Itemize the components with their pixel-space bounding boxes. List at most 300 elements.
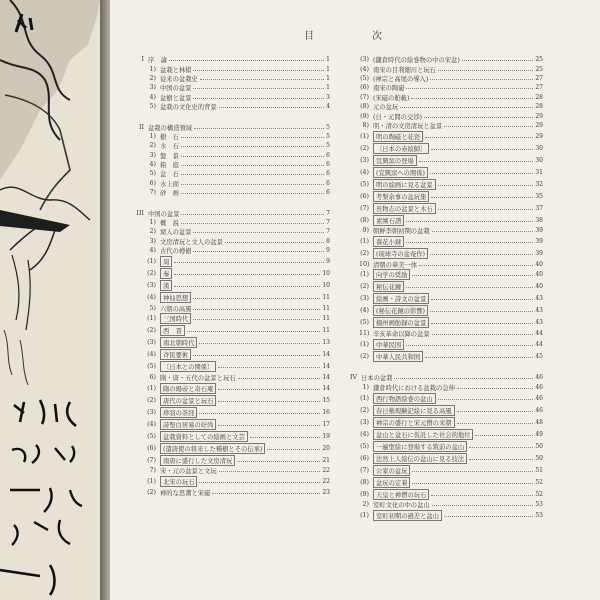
toc-entry-page: 6 <box>326 189 330 197</box>
toc-entry <box>339 121 543 130</box>
toc-entry-label: 古代の樽樹 <box>160 248 192 256</box>
toc-entry <box>126 74 330 83</box>
toc-entry-number: 10) <box>359 260 370 268</box>
toc-entry-label: 養花小録 <box>373 236 404 247</box>
toc-entry-number: (8) <box>360 478 369 486</box>
toc-entry-number: 7) <box>149 189 156 197</box>
toc-leader-dots <box>193 298 320 299</box>
toc-entry-number: (1) <box>147 315 156 323</box>
toc-entry-label: 序 論 <box>148 57 167 65</box>
toc-entry <box>126 208 330 217</box>
toc-entry-label: (日・元間の交渉) <box>373 113 422 121</box>
toc-entry <box>339 317 543 329</box>
toc-entry-label: 中華人民共和国 <box>373 351 423 362</box>
toc-entry-page: 3 <box>326 93 330 101</box>
toc-entry <box>339 74 543 83</box>
toc-entry-label: 〔日本との関係〕 <box>160 361 216 372</box>
toc-entry-label: 詩聖白居易の好尚 <box>160 419 216 430</box>
toc-entry-page: 1 <box>326 74 330 82</box>
toc-entry-page: 9 <box>326 257 330 265</box>
toc-entry-number: (1) <box>360 511 369 519</box>
toc-entry <box>126 454 330 466</box>
ink-drawing-icon <box>0 0 106 600</box>
toc-entry-number: (9) <box>360 490 369 498</box>
toc-entry-number: (4) <box>360 430 369 438</box>
toc-entry <box>126 406 330 418</box>
toc-entry-number: (8) <box>360 103 369 111</box>
toc-entry-label: 砂 画 <box>160 190 179 198</box>
toc-left-column <box>126 55 330 497</box>
toc-entry-number: 2) <box>149 228 156 236</box>
toc-entry-page: 27 <box>535 74 543 82</box>
toc-entry-page: 50 <box>535 442 543 450</box>
toc-entry <box>126 169 330 178</box>
toc-entry-page: 20 <box>322 444 330 452</box>
toc-entry-number: (1) <box>360 132 369 140</box>
toc-entry-number: 7) <box>149 467 156 475</box>
toc-entry-label: 北宋の玩石 <box>160 476 197 487</box>
toc-entry-number: 8) <box>362 121 369 129</box>
toc-entry <box>339 190 543 202</box>
toc-entry-label: 〔日本の赤絵師〕 <box>373 143 429 154</box>
toc-entry-page: 19 <box>322 432 330 440</box>
toc-entry <box>339 416 543 428</box>
toc-entry-page: 51 <box>535 466 543 474</box>
toc-entry <box>339 142 543 154</box>
toc-entry-number: 9) <box>362 227 369 235</box>
toc-leader-dots <box>424 117 533 118</box>
toc-entry-page: 49 <box>535 430 543 438</box>
toc-entry-page: 1 <box>326 84 330 92</box>
toc-entry-label: (禅宗と高尾の導入) <box>373 75 429 83</box>
toc-entry-label: 宣興窯の登場 <box>373 155 417 166</box>
toc-entry-page: 43 <box>535 307 543 315</box>
toc-entry-page: 38 <box>535 216 543 224</box>
toc-entry-label: 隋の煬帝と奇石庵 <box>160 383 216 394</box>
toc-entry <box>339 293 543 305</box>
toc-entry-label: 隋・唐・五代の盆景と玩石 <box>160 375 236 382</box>
toc-leader-dots <box>444 516 533 517</box>
toc-leader-dots <box>469 447 533 448</box>
toc-entry <box>339 404 543 416</box>
toc-entry-number: 1) <box>149 132 156 140</box>
toc-leader-dots <box>199 413 320 414</box>
toc-entry-label: (宜興窯への関係) <box>373 167 428 178</box>
toc-entry-number: 4) <box>149 93 156 101</box>
left-page-illustration <box>0 0 106 600</box>
toc-entry-number: (6) <box>147 444 156 452</box>
toc-entry-page: 46 <box>535 383 543 391</box>
toc-entry <box>339 154 543 166</box>
toc-entry <box>126 337 330 349</box>
toc-leader-dots <box>193 232 324 233</box>
toc-leader-dots <box>219 471 321 472</box>
toc-entry-number: (5) <box>360 442 369 450</box>
toc-entry <box>126 246 330 255</box>
toc-entry <box>339 55 543 64</box>
toc-entry-page: 53 <box>535 511 543 519</box>
toc-entry-number: (5) <box>360 319 369 327</box>
toc-entry-number: (2) <box>360 406 369 414</box>
toc-entry-label: 盆 石 <box>160 171 179 179</box>
toc-leader-dots <box>457 388 534 389</box>
toc-entry-label: 文房清玩と文人の盆景 <box>160 238 223 246</box>
toc-entry-page: 17 <box>322 420 330 428</box>
toc-entry-number: (7) <box>147 456 156 464</box>
toc-entry-page: 48 <box>535 418 543 426</box>
toc-leader-dots <box>430 254 533 255</box>
toc-entry-label: 明・清の文房清玩と盆景 <box>373 122 443 130</box>
toc-entry <box>126 237 330 246</box>
toc-leader-dots <box>462 60 534 61</box>
toc-entry-label: (琉球寺の盆奄作) <box>373 248 428 259</box>
toc-entry-number: 2) <box>149 74 156 82</box>
toc-entry-label: 辛亥革命以降の盆景 <box>373 331 430 339</box>
toc-leader-dots <box>419 161 534 162</box>
toc-entry-label: 清朝の華美一体 <box>373 261 418 269</box>
toc-entry <box>339 509 543 521</box>
toc-entry-number: (8) <box>360 216 369 224</box>
toc-entry <box>339 248 543 260</box>
toc-entry <box>126 188 330 197</box>
toc-leader-dots <box>200 79 324 80</box>
toc-entry <box>126 279 330 291</box>
toc-entry-label: 明の陶磁と花瓷 <box>373 131 423 142</box>
toc-entry-label: 天皇と禅僧の玩石 <box>373 489 429 500</box>
toc-leader-dots <box>411 98 533 99</box>
toc-leader-dots <box>475 435 533 436</box>
toc-entry-page: 7 <box>326 219 330 227</box>
toc-entry-page: 35 <box>535 192 543 200</box>
page-title: 目 次 <box>304 31 406 42</box>
toc-entry-page: 14 <box>322 384 330 392</box>
toc-entry <box>126 361 330 373</box>
toc-entry-page: 29 <box>535 121 543 129</box>
toc-leader-dots <box>431 495 533 496</box>
toc-entry <box>126 93 330 102</box>
toc-entry <box>126 160 330 169</box>
toc-entry-label: 向学の奨励 <box>373 269 410 280</box>
toc-leader-dots <box>181 223 324 224</box>
toc-entry-label: 水上面 <box>160 180 179 188</box>
toc-entry <box>126 267 330 279</box>
toc-entry-number: (6) <box>360 454 369 462</box>
toc-leader-dots <box>193 88 324 89</box>
toc-leader-dots <box>406 242 533 243</box>
toc-leader-dots <box>431 197 533 198</box>
toc-entry-label: 盆山と盆石に仮託した社会的地位 <box>373 429 473 440</box>
toc-entry-label: 水 石 <box>160 143 179 151</box>
toc-entry-label: 揚州画舫録の盆景 <box>373 317 429 328</box>
toc-entry-number: 4) <box>149 247 156 255</box>
toc-entry-label: 箱 庭 <box>160 162 179 170</box>
toc-entry-page: 5 <box>326 132 330 140</box>
toc-leader-dots <box>430 311 533 312</box>
toc-leader-dots <box>218 389 320 390</box>
toc-entry-label: 概 説 <box>160 220 179 228</box>
toc-entry-number: (2) <box>147 269 156 277</box>
toc-entry-number: (7) <box>360 93 369 101</box>
toc-entry-label: 周 <box>160 256 172 267</box>
toc-entry <box>126 382 330 394</box>
toc-entry <box>126 132 330 141</box>
toc-entry-page: 40 <box>535 283 543 291</box>
toc-entry-page: 39 <box>535 238 543 246</box>
toc-entry-page: 4 <box>326 103 330 111</box>
toc-leader-dots <box>400 107 533 108</box>
toc-entry-page: 28 <box>535 103 543 111</box>
toc-entry-page: 52 <box>535 490 543 498</box>
toc-entry-number: 1) <box>149 219 156 227</box>
toc-entry-number: (4) <box>147 420 156 428</box>
toc-entry-label: 神仙思想 <box>160 292 191 303</box>
toc-leader-dots <box>193 70 324 71</box>
toc-entry-number: 1) <box>362 383 369 391</box>
toc-entry <box>126 179 330 188</box>
toc-entry-number: 4) <box>149 161 156 169</box>
toc-entry <box>339 269 543 281</box>
toc-leader-dots <box>181 174 324 175</box>
toc-entry-number: (4) <box>147 351 156 359</box>
toc-entry-number: II <box>139 123 144 131</box>
toc-leader-dots <box>425 137 533 138</box>
toc-entry-number: I <box>141 56 144 64</box>
toc-entry-page: 53 <box>535 501 543 509</box>
toc-entry-label: 南唐に盛行した文房清玩 <box>160 455 235 466</box>
toc-entry-page: 9 <box>326 247 330 255</box>
toc-entry-page: 29 <box>535 112 543 120</box>
toc-leader-dots <box>431 323 533 324</box>
toc-entry-label: 斉民要術 <box>160 349 191 360</box>
toc-entry-label: 中国の盆景 <box>148 210 180 218</box>
toc-entry <box>339 305 543 317</box>
toc-entry-number: 5) <box>149 103 156 111</box>
toc-leader-dots <box>181 137 324 138</box>
toc-leader-dots <box>430 79 533 80</box>
toc-entry <box>126 313 330 325</box>
toc-leader-dots <box>199 343 320 344</box>
toc-entry-page: 6 <box>326 151 330 159</box>
toc-entry-page: 28 <box>535 93 543 101</box>
toc-entry-label: 従来の盆栽史 <box>160 75 198 83</box>
toc-entry-page: 43 <box>535 295 543 303</box>
toc-entry-label: 春日権現験記絵に見る高風 <box>373 405 455 416</box>
toc-entry-page: 11 <box>322 293 330 301</box>
toc-entry-page: 14 <box>322 351 330 359</box>
toc-entry-number: (3) <box>147 408 156 416</box>
toc-entry <box>126 466 330 475</box>
toc-entry <box>339 383 543 392</box>
toc-entry-page: 23 <box>322 488 330 496</box>
toc-entry <box>126 55 330 64</box>
toc-entry-number: (3) <box>360 418 369 426</box>
toc-entry-number: III <box>136 209 144 217</box>
toc-entry-number: (1) <box>360 271 369 279</box>
toc-entry-number: (3) <box>147 281 156 289</box>
toc-entry <box>339 500 543 509</box>
toc-entry-number: (3) <box>360 295 369 303</box>
toc-entry-number: (2) <box>147 396 156 404</box>
toc-entry <box>339 476 543 488</box>
toc-entry-page: 7 <box>326 228 330 236</box>
toc-entry-page: 46 <box>535 406 543 414</box>
toc-entry-page: 22 <box>322 478 330 486</box>
toc-entry <box>126 151 330 160</box>
toc-entry-number: 2) <box>149 142 156 150</box>
toc-entry <box>339 83 543 92</box>
toc-leader-dots <box>174 274 320 275</box>
toc-leader-dots <box>238 378 321 379</box>
toc-entry-page: 21 <box>322 456 330 464</box>
toc-leader-dots <box>438 185 534 186</box>
toc-leader-dots <box>181 193 324 194</box>
toc-entry-page: 8 <box>326 237 330 245</box>
toc-leader-dots <box>412 471 533 472</box>
toc-leader-dots <box>218 401 320 402</box>
toc-entry <box>339 130 543 142</box>
toc-entry-label: 禅的な思潮と宋磁 <box>160 489 211 497</box>
toc-leader-dots <box>394 378 533 379</box>
toc-entry-number: (5) <box>147 363 156 371</box>
section-gap <box>339 362 543 373</box>
toc-entry-label: 中華民国 <box>373 339 404 350</box>
toc-leader-dots <box>438 70 533 71</box>
toc-leader-dots <box>193 98 324 99</box>
toc-entry-label: 盆玩の定着 <box>373 477 410 488</box>
toc-leader-dots <box>430 173 533 174</box>
toc-entry-number: (7) <box>360 466 369 474</box>
toc-entry-page: 10 <box>322 281 330 289</box>
toc-entry-label: 盆栽の構造領域 <box>148 124 193 132</box>
toc-leader-dots <box>193 251 324 252</box>
toc-entry-page: 5 <box>326 142 330 150</box>
toc-leader-dots <box>193 309 320 310</box>
toc-entry-number: (2) <box>147 327 156 335</box>
toc-leader-dots <box>438 399 534 400</box>
toc-entry-label: 盤 景 <box>160 152 179 160</box>
toc-entry-page: 11 <box>322 315 330 323</box>
toc-entry-number: (2) <box>360 352 369 360</box>
toc-entry-number: 3) <box>149 151 156 159</box>
toc-entry-number: (4) <box>360 168 369 176</box>
toc-leader-dots <box>181 146 324 147</box>
toc-entry-label: 西行物語絵巻の盆山 <box>373 393 436 404</box>
toc-leader-dots <box>267 449 320 450</box>
toc-entry <box>126 255 330 267</box>
toc-entry <box>126 373 330 382</box>
toc-leader-dots <box>187 331 320 332</box>
toc-entry-number: 2) <box>362 501 369 509</box>
toc-entry <box>339 373 543 382</box>
toc-entry-page: 13 <box>322 339 330 347</box>
toc-entry <box>126 394 330 406</box>
toc-entry-number: 3) <box>149 84 156 92</box>
toc-leader-dots <box>419 265 533 266</box>
toc-entry-number: (1) <box>360 238 369 246</box>
toc-leader-dots <box>431 299 533 300</box>
toc-entry-number: (3) <box>360 156 369 164</box>
toc-entry-label: 唐代の盆景と玩石 <box>160 395 216 406</box>
toc-entry-label: 室町初期の過差と盆山 <box>373 510 442 521</box>
toc-entry <box>126 102 330 111</box>
toc-entry-label: 中国の盆景 <box>160 85 192 93</box>
toc-entry-label: 西 晋 <box>160 325 185 336</box>
toc-entry-page: 25 <box>535 56 543 64</box>
toc-entry-number: (9) <box>360 112 369 120</box>
toc-entry-label: 南北朝時代 <box>160 337 197 348</box>
toc-entry-label: 盆栽の文化史的背景 <box>160 104 217 112</box>
toc-entry-page: 39 <box>535 250 543 258</box>
toc-entry-label: 明の絵画に見る盆景 <box>373 179 436 190</box>
toc-entry <box>339 64 543 73</box>
toc-entry <box>339 350 543 362</box>
toc-leader-dots <box>219 107 325 108</box>
toc-leader-dots <box>432 334 534 335</box>
toc-right-column <box>339 55 543 521</box>
toc-entry-number: (1) <box>360 394 369 402</box>
toc-entry-label: 盆栽資料としての絵画と文芸 <box>160 431 248 442</box>
toc-entry-label: 宋・元の盆景と文玩 <box>160 468 217 476</box>
toc-leader-dots <box>250 437 321 438</box>
toc-entry-page: 27 <box>535 84 543 92</box>
toc-entry <box>126 430 330 442</box>
toc-entry-label: (遣唐使の将来した種樹とその伝承) <box>160 443 265 454</box>
toc-entry-label: 日本の盆栽 <box>361 375 393 383</box>
toc-entry-number: 6) <box>149 374 156 381</box>
toc-entry-label: 六朝の高風 <box>160 305 192 313</box>
toc-entry-label: 窟人の盆景 <box>160 229 192 237</box>
toc-entry <box>339 260 543 269</box>
toc-entry-label: 長物志の盆景と木石 <box>373 203 436 214</box>
toc-entry-label: 一遍聖絵に登場する筑前の盆山 <box>373 441 467 452</box>
toc-entry-page: 11 <box>322 304 330 312</box>
toc-entry <box>339 111 543 120</box>
toc-entry <box>126 325 330 337</box>
toc-entry <box>339 214 543 226</box>
toc-entry <box>339 178 543 190</box>
toc-entry-page: 1 <box>326 56 330 64</box>
toc-entry <box>126 218 330 227</box>
toc-entry-label: 元の盆玩 <box>373 104 399 112</box>
toc-entry-page: 11 <box>322 327 330 335</box>
toc-entry <box>339 488 543 500</box>
toc-entry <box>126 141 330 150</box>
toc-entry-label: 樹 石 <box>160 133 179 141</box>
toc-leader-dots <box>174 262 324 263</box>
toc-leader-dots <box>169 60 324 61</box>
toc-leader-dots <box>406 88 533 89</box>
toc-entry-page: 16 <box>322 408 330 416</box>
toc-entry-label: 朝鮮李朝初期の盆栽 <box>373 228 430 236</box>
toc-entry-page: 6 <box>326 161 330 169</box>
toc-entry-number: (5) <box>360 180 369 188</box>
toc-entry-page: 10 <box>322 269 330 277</box>
toc-entry-number: (6) <box>360 84 369 92</box>
toc-entry-page: 52 <box>535 478 543 486</box>
toc-entry-page: 5 <box>326 123 330 131</box>
toc-entry-page: 22 <box>322 467 330 475</box>
toc-entry <box>339 464 543 476</box>
toc-entry-label: 盆樹と盆景 <box>160 94 192 102</box>
toc-entry-page: 40 <box>535 271 543 279</box>
toc-entry-label: 考槃余事の盆玩集 <box>373 191 429 202</box>
toc-entry-number: (1) <box>147 384 156 392</box>
toc-entry-label: 三国時代 <box>160 313 191 324</box>
toc-entry <box>126 122 330 131</box>
toc-entry <box>339 392 543 404</box>
toc-entry-number: 11) <box>359 330 370 338</box>
toc-leader-dots <box>469 459 533 460</box>
